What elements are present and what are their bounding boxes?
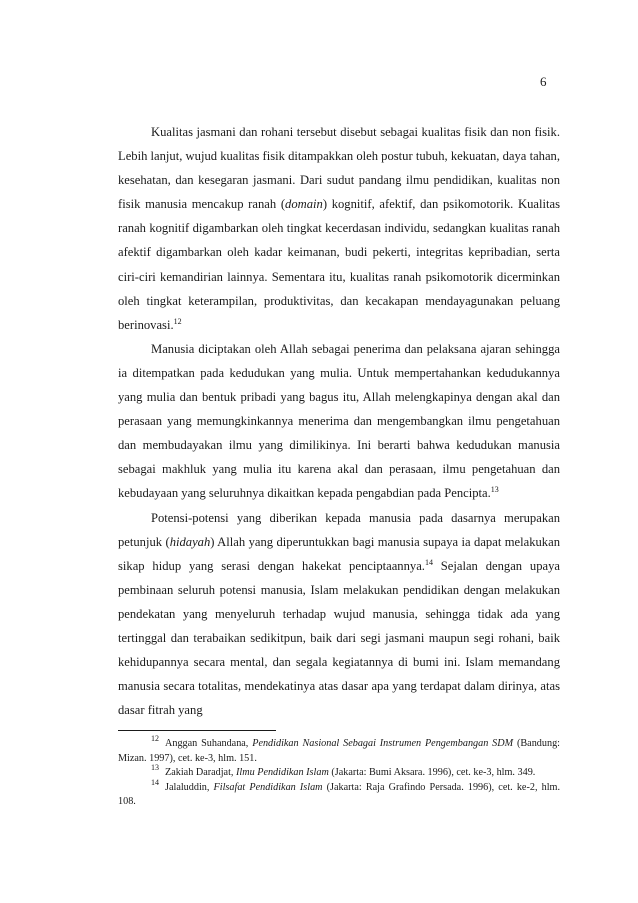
italic-term: Ilmu Pendidikan Islam	[236, 767, 329, 779]
paragraph-kualitas-jasmani	[118, 120, 560, 337]
footnotes	[118, 734, 561, 810]
footnote-13	[118, 763, 560, 781]
italic-term: Pendidikan Nasional Sebagai Instrumen Pengembangan SDM	[252, 738, 514, 749]
paragraph-manusia-diciptakan	[118, 337, 560, 506]
text-run: Sejalan dengan upaya pembinaan seluruh potensi manusia, Islam melakukan pendidikan dengan melakukan pendekatan yang menyeluruh terhadap wujud manusia, sehingga tidak ada yang tertinggal dan terabaikan sedikitpun, baik dari segi jasmani maupun segi rohani, baik kehidupannya secara mental, dan segala kegiatannya di bumi ini. Islam memandang manusia secara totalitas, mendekatinya atas dasar apa yang terdapat dalam dirinya, atas dasar fitrah yang	[118, 558, 560, 718]
paragraph-potensi-potensi	[118, 506, 560, 723]
footnote-14	[118, 777, 561, 810]
footnote-ref: 14	[424, 557, 433, 567]
italic-term: Filsafat Pendidikan Islam	[213, 781, 323, 793]
footnote-ref: 14	[151, 777, 159, 787]
text-run: Potensi-potensi yang diberikan kepada manusia pada dasarnya merupakan petunjuk (	[118, 510, 560, 549]
text-run: Jalaluddin,	[165, 781, 214, 793]
text-run: ) kognitif, afektif, dan psikomotorik. Kualitas ranah kognitif digambarkan oleh tingkat kecerdasan individu, sedangkan kualitas ranah afektif digambarkan oleh kadar keimanan, budi pekerti, integritas kepribadian, serta ciri-ciri kemandirian lainnya. Sementara itu, kualitas ranah psikomotorik dicerminkan oleh tingkat keterampilan, produktivitas, dan kecakapan mendayagunakan peluang berinovasi.	[118, 197, 560, 332]
text-run: Anggan Suhandana,	[165, 738, 253, 749]
italic-term: domain	[285, 197, 323, 212]
text-run: (Bandung: Mizan. 1997), cet. ke-3, hlm. 151.	[118, 738, 560, 764]
text-run: Zakiah Daradjat,	[165, 767, 236, 779]
footnote-ref: 13	[151, 763, 159, 773]
text-run: (Jakarta: Raja Grafindo Persada. 1996), cet. ke-2, hlm. 108.	[118, 781, 561, 808]
footnote-separator	[118, 730, 276, 731]
italic-term: hidayah	[169, 534, 211, 549]
footnote-ref: 12	[151, 734, 159, 743]
text-run: Manusia diciptakan oleh Allah sebagai penerima dan pelaksana ajaran sehingga ia ditempatkan pada kedudukan yang mulia. Untuk mempertahankan kedudukannya yang mulia dan bentuk pribadi yang bagus itu, Allah melengkapinya dengan akal dan perasaan yang memungkinkannya menerima dan mengembangkan ilmu pengetahuan dan membudayakan ilmu yang dimilikinya. Ini berarti bahwa kedudukan manusia sebagai makhluk yang mulia itu karena akal dan perasaan, ilmu pengetahuan dan kebudayaan yang seluruhnya dikaitkan kepada pengabdian pada Pencipta.	[118, 341, 560, 501]
text-run: (Jakarta: Bumi Aksara. 1996), cet. ke-3, hlm. 349.	[328, 767, 536, 779]
text-run: ) Allah yang diperuntukkan bagi manusia supaya ia dapat melakukan sikap hidup yang serasi dengan hakekat penciptaannya.	[118, 534, 560, 573]
text-run: Kualitas jasmani dan rohani tersebut disebut sebagai kualitas fisik dan non fisik. Lebih lanjut, wujud kualitas fisik ditampakkan oleh postur tubuh, kekuatan, daya tahan, kesehatan, dan kesegaran jasmani. Dari sudut pandang ilmu pendidikan, kualitas non fisik manusia mencakup ranah (	[118, 125, 560, 212]
footnote-ref: 12	[173, 316, 182, 326]
body-text	[118, 120, 560, 722]
footnote-ref: 13	[490, 485, 499, 495]
footnote-12	[118, 734, 560, 766]
page-number: 6	[540, 74, 547, 89]
